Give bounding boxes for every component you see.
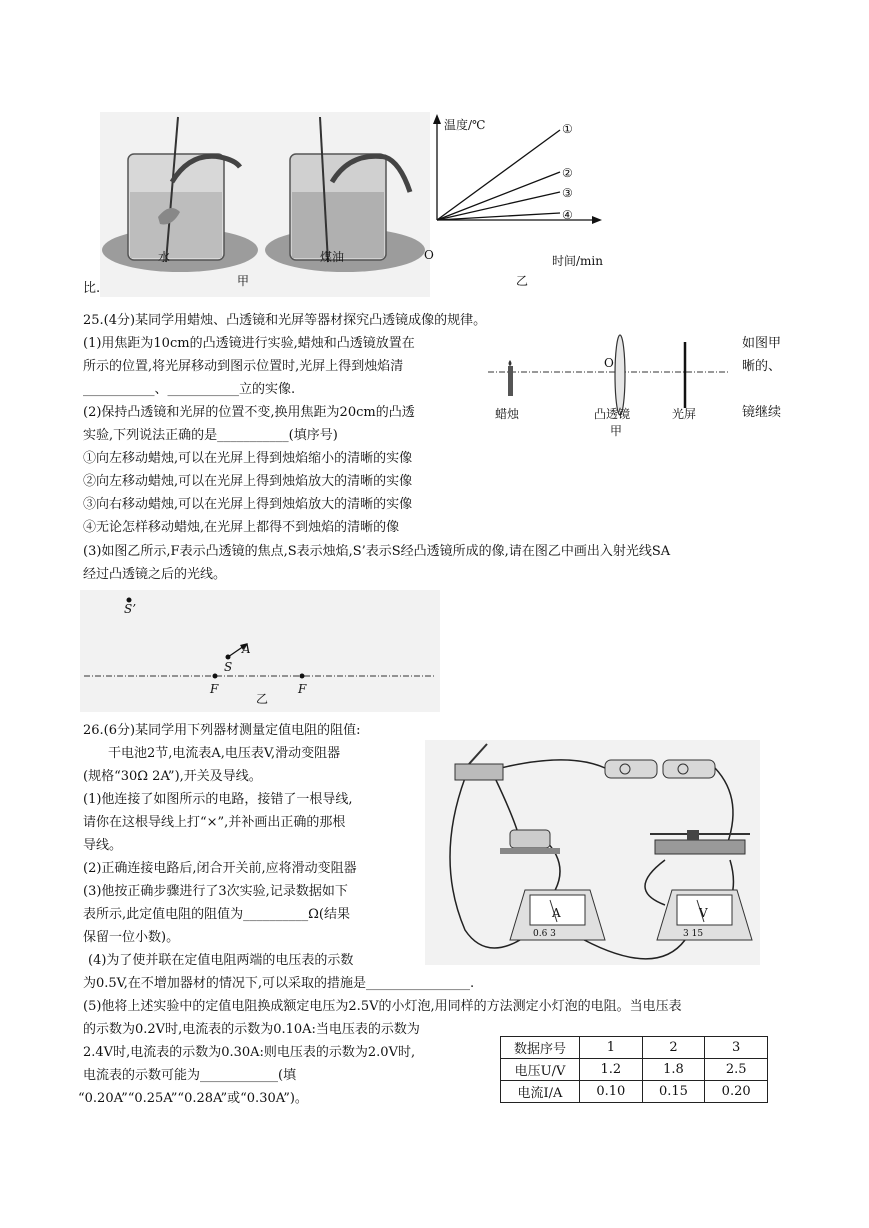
- q26-p4-line2: 为0.5V,在不增加器材的情况下,可以采取的措施是________________.: [83, 976, 475, 991]
- q25-option-2: ②向左移动蜡烛,可以在光屏上得到烛焰放大的清晰的实像: [83, 474, 413, 489]
- table-cell: 电流I/A: [501, 1081, 580, 1103]
- q25-option-3: ③向右移动蜡烛,可以在光屏上得到烛焰放大的清晰的实像: [83, 497, 413, 512]
- ammeter-label: A: [552, 906, 561, 920]
- graph-line-4: [437, 213, 560, 220]
- ray-diagram-figure: [80, 590, 440, 712]
- q25-p1-line1-tail: 如图甲: [742, 336, 782, 351]
- q26-p5-line4: 电流表的示数可能为____________(填: [83, 1068, 297, 1083]
- label-f-right: F: [298, 682, 307, 696]
- candle: [508, 366, 513, 396]
- battery-2: [663, 760, 715, 778]
- table-cell: 0.20: [705, 1081, 768, 1103]
- graph-line-label-2: ②: [562, 166, 573, 180]
- lens-setup-figure: [480, 330, 735, 440]
- table-cell: 0.15: [642, 1081, 705, 1103]
- q26-p3-line3: 保留一位小数)。: [83, 930, 180, 945]
- q25-option-1: ①向左移动蜡烛,可以在光屏上得到烛焰缩小的清晰的实像: [83, 451, 413, 466]
- q26-p2: (2)正确连接电路后,闭合开关前,应将滑动变阻器: [83, 861, 357, 876]
- label-a: A: [242, 642, 251, 656]
- q26-p5-line5: “0.20A”“0.25A”“0.28A”或“0.30A”)。: [78, 1091, 308, 1106]
- data-table: [500, 1036, 768, 1103]
- table-row: [501, 1081, 768, 1103]
- circuit-svg: [425, 740, 760, 965]
- circuit-figure: [425, 740, 760, 965]
- q26-p5-line1: (5)他将上述实验中的定值电阻换成额定电压为2.5V的小灯泡,用同样的方法测定小灯泡的电阻。当电压表: [83, 999, 682, 1014]
- sub-label-yi: 乙: [516, 274, 529, 288]
- graph-line-label-3: ③: [562, 186, 573, 200]
- water-label: 水: [158, 250, 171, 264]
- label-candle: 蜡烛: [495, 407, 520, 421]
- battery-1: [605, 760, 657, 778]
- graph-xlabel: 时间/min: [552, 254, 603, 268]
- fig-yi-sub: 乙: [256, 692, 269, 706]
- graph-origin: O: [424, 248, 434, 262]
- q25-p2-line1: (2)保持凸透镜和光屏的位置不变,换用焦距为20cm的凸透: [83, 405, 415, 420]
- q26-p1-line3: 导线。: [83, 838, 123, 853]
- q25-p1-line3: ___________、___________立的实像.: [83, 382, 296, 397]
- q26-p4-line1: (4)为了使并联在定值电阻两端的电压表的示数: [88, 953, 354, 968]
- q25-p2-line1-tail: 镜继续: [742, 405, 782, 420]
- q26-equip-line1: 干电池2节,电流表A,电压表V,滑动变阻器: [108, 746, 341, 761]
- table-header-cell: 2: [642, 1037, 705, 1059]
- beaker-figure: [100, 112, 430, 297]
- q25-option-4: ④无论怎样移动蜡烛,在光屏上都得不到烛焰的清晰的像: [83, 520, 400, 535]
- label-s-prime: S’: [124, 602, 137, 616]
- q26-p1-line1: (1)他连接了如图所示的电路，接错了一根导线,: [83, 792, 353, 807]
- q25-p1-line2-tail: 晰的、: [742, 359, 782, 374]
- fixed-resistor: [510, 830, 550, 848]
- rheostat: [655, 840, 745, 854]
- beakers-illustration: [100, 112, 430, 297]
- ammeter-scale: 0.6 3: [533, 929, 556, 939]
- lens-origin: O: [604, 356, 614, 370]
- q26-p3-line2: 表所示,此定值电阻的阻值为__________Ω(结果: [83, 907, 350, 922]
- graph-ylabel: 温度/℃: [444, 118, 486, 132]
- q25-p2-line2: 实验,下列说法正确的是___________(填序号): [83, 428, 338, 443]
- table-cell: 1.2: [580, 1059, 643, 1081]
- q26-p3-line1: (3)他按正确步骤进行了3次实验,记录数据如下: [83, 884, 348, 899]
- table-cell: 2.5: [705, 1059, 768, 1081]
- table-cell: 0.10: [580, 1081, 643, 1103]
- table-header-cell: 数据序号: [501, 1037, 580, 1059]
- q25-p1-line1: (1)用焦距为10cm的凸透镜进行实验,蜡烛和凸透镜放置在: [83, 336, 415, 351]
- q26-p5-line2: 的示数为0.2V时,电流表的示数为0.10A:当电压表的示数为: [83, 1022, 420, 1037]
- table-header-cell: 1: [580, 1037, 643, 1059]
- table-row: [501, 1059, 768, 1081]
- switch: [455, 764, 503, 780]
- q25-header: 25.(4分)某同学用蜡烛、凸透镜和光屏等器材探究凸透镜成像的规律。: [83, 313, 487, 328]
- table-cell: 1.8: [642, 1059, 705, 1081]
- voltmeter-scale: 3 15: [683, 929, 704, 939]
- label-lens: 凸透镜: [594, 407, 631, 421]
- q25-p3-line1: (3)如图乙所示,F表示凸透镜的焦点,S表示烛焰,S’表示S经凸透镜所成的像,请在图乙中画出入射光线SA: [83, 544, 671, 559]
- kerosene-label: 煤油: [320, 250, 345, 264]
- q25-p1-line2: 所示的位置,将光屏移动到图示位置时,光屏上得到烛焰清: [83, 359, 404, 374]
- table-header-cell: 3: [705, 1037, 768, 1059]
- table-header-row: [501, 1037, 768, 1059]
- q26-p5-line3: 2.4V时,电流表的示数为0.30A:则电压表的示数为2.0V时,: [83, 1045, 416, 1060]
- label-f-left: F: [210, 682, 219, 696]
- trailing-text: 比.: [83, 281, 101, 296]
- q26-equip-line2: (规格“30Ω 2A”),开关及导线。: [83, 769, 262, 784]
- q26-header: 26.(6分)某同学用下列器材测量定值电阻的阻值:: [83, 723, 361, 738]
- graph-line-label-4: ④: [562, 208, 573, 222]
- sub-label-jia: 甲: [237, 274, 250, 288]
- table-cell: 电压U/V: [501, 1059, 580, 1081]
- label-s: S: [224, 660, 233, 674]
- q25-p3-line2: 经过凸透镜之后的光线。: [83, 567, 227, 582]
- graph-line-label-1: ①: [562, 122, 573, 136]
- fig-jia-sub: 甲: [610, 424, 623, 438]
- temperature-graph: [420, 112, 620, 292]
- voltmeter-label: V: [699, 906, 708, 920]
- q26-p1-line2: 请你在这根导线上打“×”,并补画出正确的那根: [83, 815, 346, 830]
- label-screen: 光屏: [672, 407, 697, 421]
